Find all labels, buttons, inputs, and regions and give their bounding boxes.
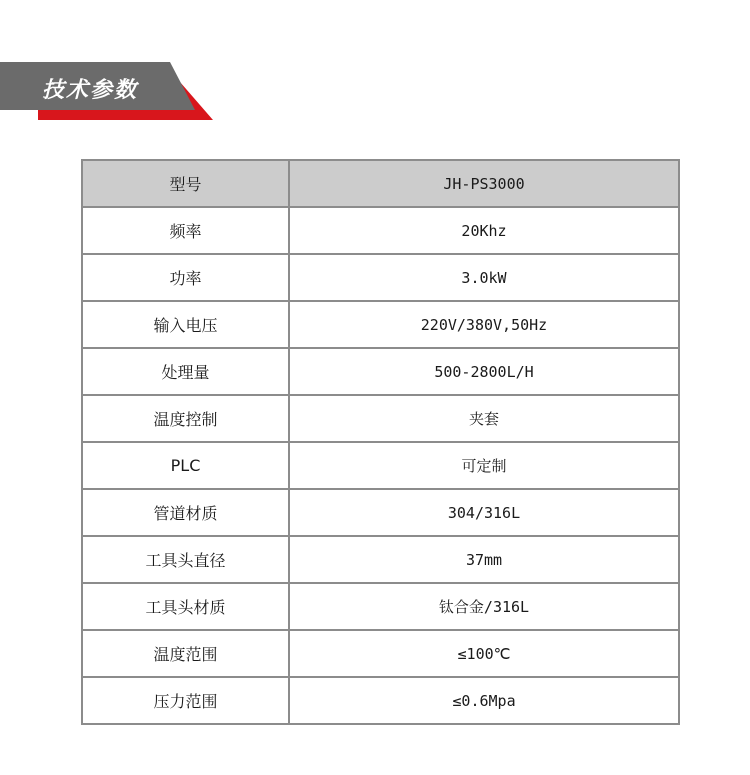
table-row (82, 630, 679, 677)
param-name: PLC (82, 442, 289, 489)
param-name: 输入电压 (82, 301, 289, 348)
param-value: 500-2800L/H (289, 348, 679, 395)
param-value: 20Khz (289, 207, 679, 254)
table-row (82, 207, 679, 254)
param-name: 处理量 (82, 348, 289, 395)
param-value: 钛合金/316L (289, 583, 679, 630)
param-value: 夹套 (289, 395, 679, 442)
param-name: 压力范围 (82, 677, 289, 724)
section-header (0, 62, 215, 122)
param-name: 频率 (82, 207, 289, 254)
header-name-cell: 型号 (82, 160, 289, 207)
param-name: 温度控制 (82, 395, 289, 442)
param-value: 37mm (289, 536, 679, 583)
param-name: 温度范围 (82, 630, 289, 677)
table-row (82, 677, 679, 724)
table-row (82, 489, 679, 536)
table-row (82, 301, 679, 348)
param-name: 工具头材质 (82, 583, 289, 630)
param-value: 220V/380V,50Hz (289, 301, 679, 348)
header-value-cell: JH-PS3000 (289, 160, 679, 207)
param-name: 管道材质 (82, 489, 289, 536)
param-name: 功率 (82, 254, 289, 301)
spec-table (81, 159, 680, 725)
param-name: 工具头直径 (82, 536, 289, 583)
table-row (82, 254, 679, 301)
table-header-row (82, 160, 679, 207)
section-title: 技术参数 (42, 78, 139, 103)
table-row (82, 583, 679, 630)
param-value: 可定制 (289, 442, 679, 489)
table-row (82, 536, 679, 583)
param-value: 304/316L (289, 489, 679, 536)
param-value: ≤100℃ (289, 630, 679, 677)
param-value: 3.0kW (289, 254, 679, 301)
table-row (82, 348, 679, 395)
param-value: ≤0.6Mpa (289, 677, 679, 724)
table-row (82, 395, 679, 442)
table-row (82, 442, 679, 489)
